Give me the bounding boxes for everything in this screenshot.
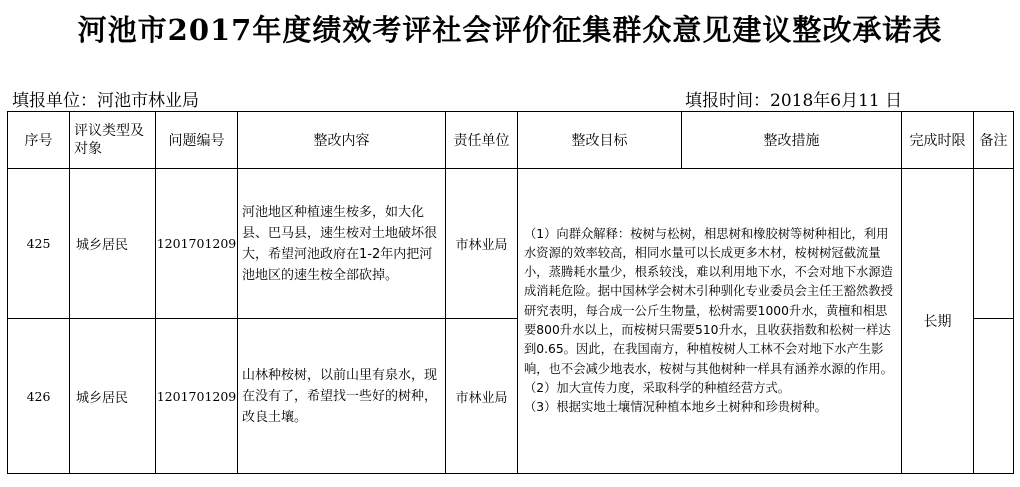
cell-content: 河池地区种植速生桉多，如大化县、巴马县，速生桉对土地破坏很大，希望河池政府在1-2年内把河池地区的速生桉全部砍掉。: [238, 169, 446, 319]
header-dept: 责任单位: [446, 112, 518, 169]
header-seq: 序号: [8, 112, 70, 169]
measure-item-1: （1）向群众解释：桉树与松树，相思树和橡胶树等树种相比，利用水资源的效率较高，相同水量可以长成更多木材，桉树树冠截流量小，蒸腾耗水量少，根系较浅，难以利用地下水，不会对地下水源造成消耗危险。据中国林学会树木引种驯化专业委员会主任王豁然教授研究表明，每合成一公斤生物量，松树需要1000升水，黄檀和相思要800升水以上，而桉树只需要510升水，且收获指数和松树一样达到0.65。因此，在我国南方，种植桉树人工林不会对地下水产生影响，也不会减少地表水，桉树与其他树种一样具有涵养水源的作用。: [524, 226, 893, 376]
header-issue-no: 问题编号: [156, 112, 238, 169]
cell-note: [974, 319, 1014, 474]
fill-unit: [12, 86, 199, 111]
cell-dept: 市林业局: [446, 319, 518, 474]
cell-measures: [518, 169, 902, 474]
cell-note: [974, 169, 1014, 319]
table-header-row: [8, 112, 1014, 169]
header-note: 备注: [974, 112, 1014, 169]
cell-deadline: 长期: [902, 169, 974, 474]
cell-issue-no: 1201701209: [156, 169, 238, 319]
cell-type: 城乡居民: [70, 169, 156, 319]
rectification-table: [7, 111, 1014, 474]
cell-issue-no: 1201701209: [156, 319, 238, 474]
header-measures: 整改措施: [682, 112, 902, 169]
page-title: 河池市2017年度绩效考评社会评价征集群众意见建议整改承诺表: [77, 13, 943, 47]
fill-time: [685, 86, 902, 111]
fill-time-value: 2018年6月11 日: [770, 91, 903, 111]
header-type: 评议类型及对象: [70, 112, 156, 169]
cell-seq: 425: [8, 169, 70, 319]
cell-seq: 426: [8, 319, 70, 474]
table-row: [8, 169, 1014, 319]
cell-dept: 市林业局: [446, 169, 518, 319]
measure-item-2: （2）加大宣传力度，采取科学的种植经营方式。: [524, 380, 791, 395]
fill-unit-label: 填报单位：: [12, 91, 97, 111]
cell-type: 城乡居民: [70, 319, 156, 474]
fill-unit-value: 河池市林业局: [97, 91, 199, 111]
measure-item-3: （3）根据实地土壤情况种植本地乡土树种和珍贵树种。: [524, 400, 827, 415]
cell-content: 山林种桉树，以前山里有泉水，现在没有了，希望找一些好的树种，改良土壤。: [238, 319, 446, 474]
header-deadline: 完成时限: [902, 112, 974, 169]
fill-time-label: 填报时间：: [685, 91, 770, 111]
header-content: 整改内容: [238, 112, 446, 169]
header-goal: 整改目标: [518, 112, 682, 169]
